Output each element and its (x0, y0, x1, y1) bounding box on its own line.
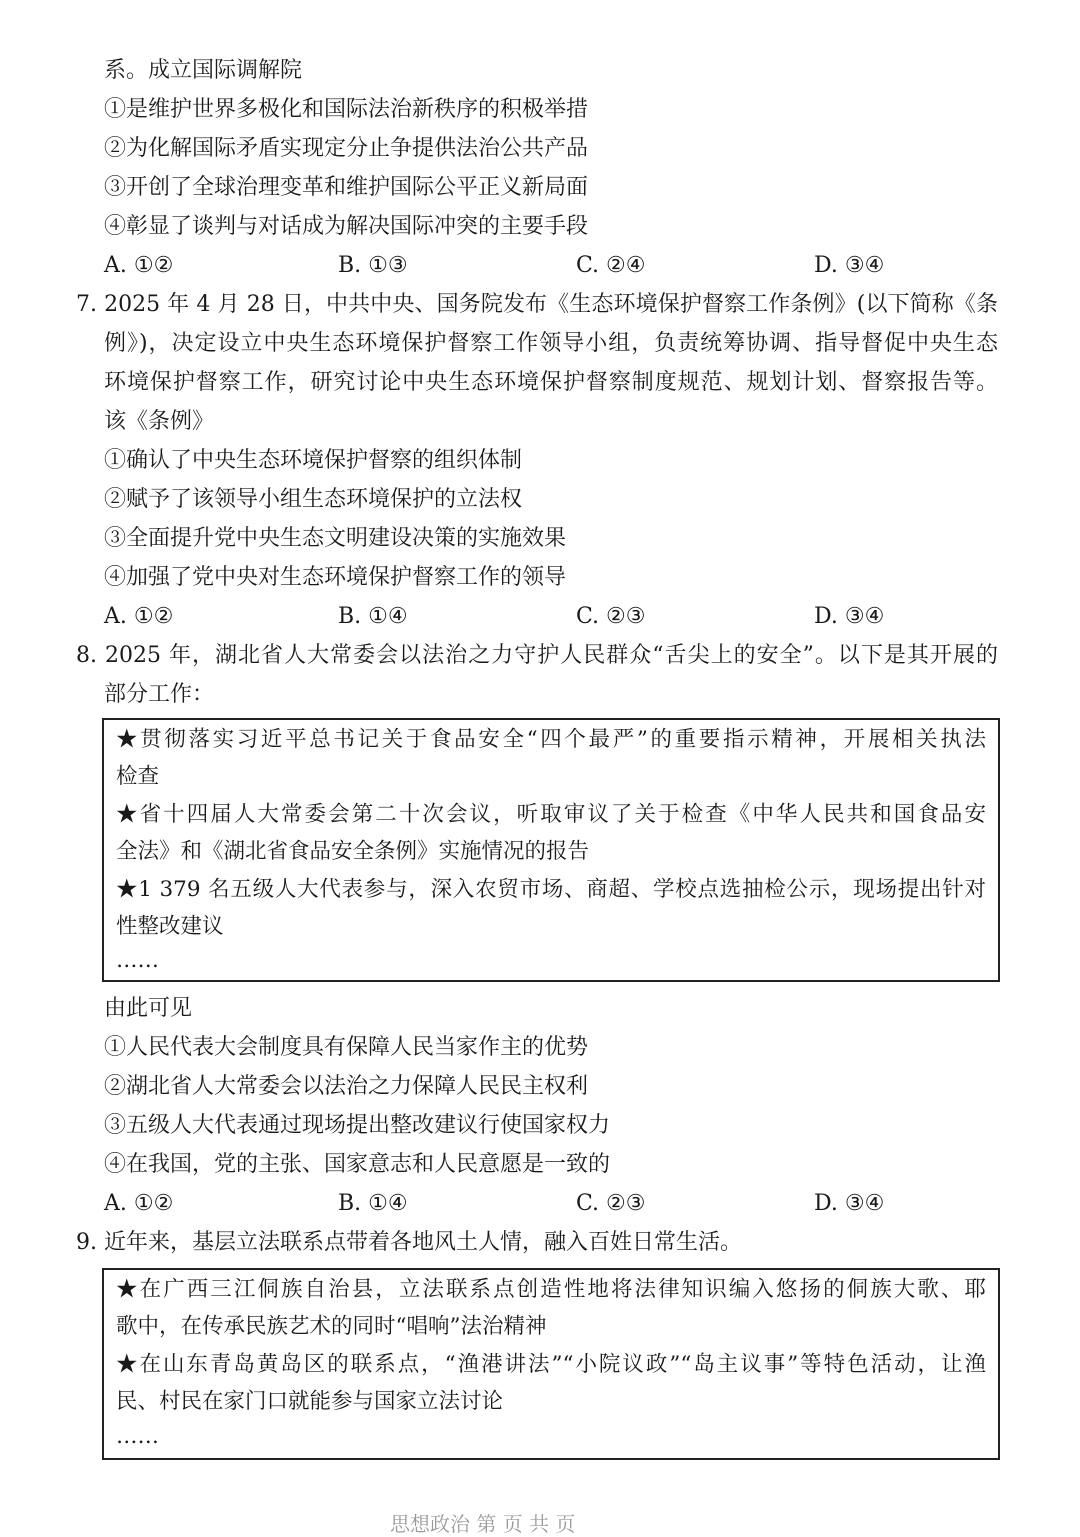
q7-option-c: C. ②③ (576, 604, 646, 629)
q7-item-4: ④加强了党中央对生态环境保护督察工作的领导 (104, 565, 567, 590)
q7-item-3: ③全面提升党中央生态文明建设决策的实施效果 (104, 526, 567, 551)
q8-stem-line-2: 部分工作： (104, 682, 215, 707)
q7-stem-line-4: 该《条例》 (104, 409, 215, 434)
page-footer: 思想政治 第 页 共 页 (390, 1512, 576, 1536)
q9-box-line-1: ★在广西三江侗族自治县，立法联系点创造性地将法律知识编入悠扬的侗族大歌、耶 (116, 1277, 986, 1302)
q6-item-1: ①是维护世界多极化和国际法治新秩序的积极举措 (104, 97, 589, 122)
q8-option-c: C. ②③ (576, 1191, 646, 1216)
q7-option-d: D. ③④ (814, 604, 885, 629)
q6-option-a: A. ①② (104, 253, 174, 278)
q9-material-box (102, 1268, 1000, 1460)
q8-item-3: ③五级人大代表通过现场提出整改建议行使国家权力 (104, 1113, 611, 1138)
q9-box-ellipsis: …… (116, 1424, 159, 1449)
q9-box-line-2: 歌中，在传承民族艺术的同时“唱响”法治精神 (116, 1314, 547, 1339)
q8-box-line-6: 性整改建议 (116, 914, 224, 939)
q7-stem-line-2: 例》)，决定设立中央生态环境保护督察工作领导小组，负责统筹协调、指导督促中央生态 (104, 331, 998, 356)
q6-intro-end: 系。成立国际调解院 (104, 58, 303, 83)
q7-item-2: ②赋予了该领导小组生态环境保护的立法权 (104, 487, 523, 512)
q7-option-a: A. ①② (104, 604, 174, 629)
q6-option-b: B. ①③ (338, 253, 408, 278)
q8-option-d: D. ③④ (814, 1191, 885, 1216)
q8-material-box (102, 718, 1000, 982)
q8-item-4: ④在我国，党的主张、国家意志和人民意愿是一致的 (104, 1152, 611, 1177)
q8-box-line-5: ★1 379 名五级人大代表参与，深入农贸市场、商超、学校点选抽检公示，现场提出针对 (116, 877, 986, 902)
q6-option-d: D. ③④ (814, 253, 885, 278)
q8-box-line-4: 全法》和《湖北省食品安全条例》实施情况的报告 (116, 839, 590, 864)
q7-item-1: ①确认了中央生态环境保护督察的组织体制 (104, 448, 523, 473)
q7-option-b: B. ①④ (338, 604, 408, 629)
q8-item-1: ①人民代表大会制度具有保障人民当家作主的优势 (104, 1035, 589, 1060)
q6-option-c: C. ②④ (576, 253, 646, 278)
q6-item-2: ②为化解国际矛盾实现定分止争提供法治公共产品 (104, 136, 589, 161)
q9-box-line-4: 民、村民在家门口就能参与国家立法讨论 (116, 1389, 504, 1414)
q7-stem-line-1: 7. 2025 年 4 月 28 日，中共中央、国务院发布《生态环境保护督察工作条例》(以下简称《条 (76, 292, 998, 317)
q8-box-line-2: 检查 (116, 764, 160, 789)
q8-stem-line-1: 8. 2025 年，湖北省人大常委会以法治之力守护人民群众“舌尖上的安全”。以下是其开展的 (76, 643, 998, 668)
q6-item-4: ④彰显了谈判与对话成为解决国际冲突的主要手段 (104, 214, 589, 239)
q8-option-a: A. ①② (104, 1191, 174, 1216)
q8-lead: 由此可见 (104, 996, 193, 1021)
q8-item-2: ②湖北省人大常委会以法治之力保障人民民主权利 (104, 1074, 589, 1099)
q9-stem: 9. 近年来，基层立法联系点带着各地风土人情，融入百姓日常生活。 (76, 1230, 742, 1255)
q8-box-line-1: ★贯彻落实习近平总书记关于食品安全“四个最严”的重要指示精神，开展相关执法 (116, 727, 986, 752)
q8-box-line-3: ★省十四届人大常委会第二十次会议，听取审议了关于检查《中华人民共和国食品安 (116, 802, 986, 827)
q7-stem-line-3: 环境保护督察工作，研究讨论中央生态环境保护督察制度规范、规划计划、督察报告等。 (104, 370, 998, 395)
q8-box-ellipsis: …… (116, 948, 159, 973)
q8-option-b: B. ①④ (338, 1191, 408, 1216)
q9-box-line-3: ★在山东青岛黄岛区的联系点，“渔港讲法”“小院议政”“岛主议事”等特色活动，让渔 (116, 1352, 986, 1377)
q6-item-3: ③开创了全球治理变革和维护国际公平正义新局面 (104, 175, 589, 200)
